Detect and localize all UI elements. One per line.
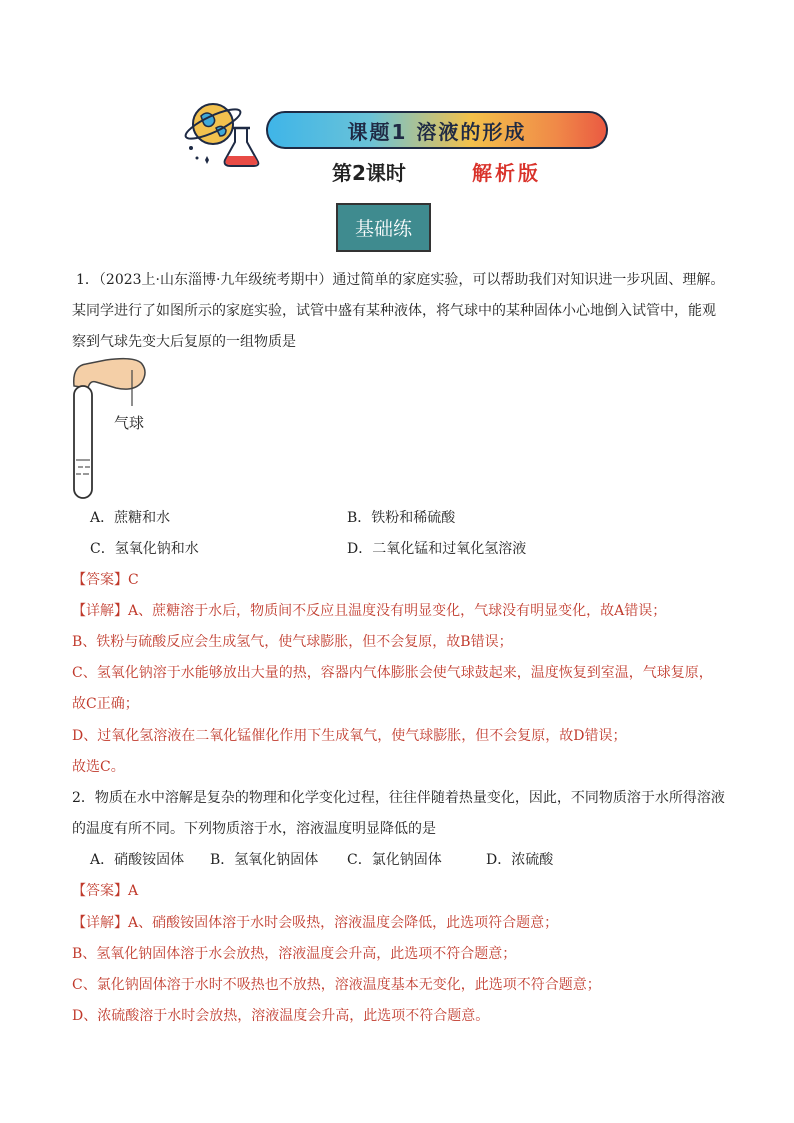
q2-option-b: B．氢氧化钠固体 <box>210 852 319 868</box>
q1-stem-line-1: 1．（2023上·山东淄博·九年级统考期中）通过简单的家庭实验，可以帮助我们对知识进一步巩固、理解。 <box>76 272 725 288</box>
q2-detail-line-1 <box>72 913 558 933</box>
globe-flask-logo-icon <box>183 98 265 170</box>
q1-stem-line-3: 察到气球先变大后复原的一组物质是 <box>72 334 296 350</box>
q1-answer-tag: 【答案】 <box>72 572 128 588</box>
q1-detail-line-1 <box>72 601 666 621</box>
q1-detail-line-6: 故选C。 <box>72 759 125 775</box>
q2-answer-value: A <box>128 883 139 899</box>
balloon-label: 气球 <box>114 414 145 432</box>
q2-stem-line-2: 的温度有所不同。下列物质溶于水，溶液温度明显降低的是 <box>72 821 436 837</box>
q2-detail-line-2: B、氢氧化钠固体溶于水会放热，溶液温度会升高，此选项不符合题意； <box>72 946 517 962</box>
title-banner <box>266 111 608 149</box>
q1-answer <box>72 570 139 590</box>
q1-option-c: C．氢氧化钠和水 <box>90 541 199 557</box>
q2-option-c: C．氯化钠固体 <box>347 852 442 868</box>
lesson-label: 第2课时 <box>332 161 406 185</box>
q2-detail-line-4: D、浓硫酸溶于水时会放热，溶液温度会升高，此选项不符合题意。 <box>72 1008 490 1024</box>
q1-detail-line-3: C、氢氧化钠溶于水能够放出大量的热，容器内气体膨胀会使气球鼓起来，温度恢复到室温，气球复原， <box>72 665 713 681</box>
q1-detail-line-4: 故C正确； <box>72 696 139 712</box>
q2-stem-line-1: 2．物质在水中溶解是复杂的物理和化学变化过程，往往伴随着热量变化，因此，不同物质溶于水所得溶液 <box>72 790 725 806</box>
q1-detail-line-2: B、铁粉与硫酸反应会生成氢气，使气球膨胀，但不会复原，故B错误； <box>72 634 513 650</box>
q1-detail-text-1: A、蔗糖溶于水后，物质间不反应且温度没有明显变化，气球没有明显变化，故A错误； <box>128 603 667 619</box>
q1-detail-tag: 【详解】 <box>72 603 128 619</box>
q2-detail-tag: 【详解】 <box>72 915 128 931</box>
q2-answer <box>72 881 138 901</box>
q1-detail-line-5: D、过氧化氢溶液在二氧化锰催化作用下生成氧气，使气球膨胀，但不会复原，故D错误； <box>72 728 627 744</box>
q1-answer-value: C <box>128 572 139 588</box>
q1-option-d: D．二氧化锰和过氧化氢溶液 <box>347 541 527 557</box>
q1-option-a: A．蔗糖和水 <box>90 510 171 526</box>
q2-detail-line-3: C、氯化钠固体溶于水时不吸热也不放热，溶液温度基本无变化，此选项不符合题意； <box>72 977 601 993</box>
q1-stem-line-2: 某同学进行了如图所示的家庭实验，试管中盛有某种液体，将气球中的某种固体小心地倒入试管中，能观 <box>72 303 716 319</box>
version-label: 解析版 <box>472 161 541 185</box>
q1-option-b: B．铁粉和稀硫酸 <box>347 510 456 526</box>
q2-option-a: A．硝酸铵固体 <box>90 852 185 868</box>
q2-detail-text-1: A、硝酸铵固体溶于水时会吸热，溶液温度会降低，此选项符合题意； <box>128 915 559 931</box>
q2-option-d: D．浓硫酸 <box>486 852 554 868</box>
section-heading: 基础练 <box>336 203 431 252</box>
page-title: 课题1 溶液的形成 <box>347 119 527 144</box>
q2-answer-tag: 【答案】 <box>72 883 128 899</box>
